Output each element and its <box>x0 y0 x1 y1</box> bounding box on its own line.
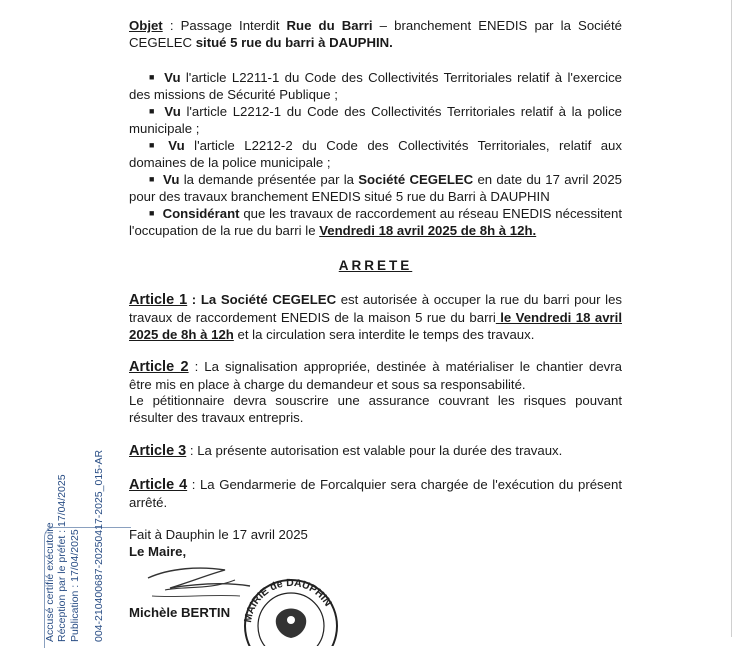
objet-label: Objet <box>129 18 163 33</box>
place-date: Fait à Dauphin le 17 avril 2025 <box>129 527 308 542</box>
visa-5: ■ Considérant que les travaux de raccordement au réseau ENEDIS nécessitent l'occupation de la rue du barri le Vendredi 18 avril 2025 de 8h à 12h. <box>129 206 623 238</box>
article-2-label: Article 2 <box>129 359 189 375</box>
signature-role: Le Maire, <box>129 544 187 559</box>
seal-text: MAIRIE de DAUPHIN <box>242 576 334 624</box>
article-2: Article 2 : La signalisation appropriée, destinée à matérialiser le chantier devra être mis en place à charge du demandeur et sous sa responsabilité. <box>129 359 622 392</box>
arrete-title: ARRETE <box>338 258 413 273</box>
bullet-icon: ■ <box>149 72 157 82</box>
article-3-label: Article 3 <box>129 443 187 459</box>
article-2-continued: Le pétitionnaire devra souscrire une assurance couvrant les risques pouvant résulter des travaux entrepris. <box>129 393 622 425</box>
mairie-seal-icon <box>233 556 345 646</box>
article-1: Article 1 : La Société CEGELEC est autorisée à occuper la rue du barri pour les travaux de raccordement ENEDIS de la maison 5 rue du barri le Vendredi 18 avril 2025 de 8h à 12h et la circulation sera interdite le temps des travaux. <box>129 292 622 342</box>
visa-2: ■ Vu l'article L2212-1 du Code des Collectivités Territoriales relatif à la police municipale ; <box>129 104 622 136</box>
location: situé 5 rue du barri à DAUPHIN. <box>195 35 393 50</box>
street-name: Rue du Barri <box>286 18 373 33</box>
article-4-label: Article 4 <box>129 477 188 493</box>
visa-1: ■ Vu l'article L2211-1 du Code des Collectivités Territoriales relatif à l'exercice des missions de Sécurité Publique ; <box>129 70 623 102</box>
bullet-icon: ■ <box>149 106 157 116</box>
article-4: Article 4 : La Gendarmerie de Forcalquier sera chargée de l'exécution du présent arrêté. <box>129 477 622 510</box>
bullet-icon: ■ <box>149 174 156 184</box>
mayor-name: Michèle BERTIN <box>129 605 231 620</box>
objet-paragraph: Objet : Passage Interdit Rue du Barri – branchement ENEDIS par la Société CEGELEC situé 5 rue du barri à DAUPHIN. <box>129 18 623 50</box>
visa-3: ■ Vu l'article L2212-2 du Code des Collectivités Territoriales, relatif aux domaines de la police municipale ; <box>129 138 622 170</box>
page-edge <box>731 0 732 637</box>
bullet-icon: ■ <box>149 140 161 150</box>
article-3: Article 3 : La présente autorisation est valable pour la durée des travaux. <box>129 443 563 459</box>
visa-4: ■ Vu la demande présentée par la Société CEGELEC en date du 17 avril 2025 pour des travaux branchement ENEDIS situé 5 rue du Barri à DAUPHIN <box>129 172 622 204</box>
bullet-icon: ■ <box>149 208 155 218</box>
article-1-label: Article 1 <box>129 292 188 308</box>
ar-stamp: Accusé certifié exécutoire Réception par le préfet : 17/04/2025 Publication : 17/04/2025 004-210400687-20250417-2025_015-AR <box>44 527 131 648</box>
